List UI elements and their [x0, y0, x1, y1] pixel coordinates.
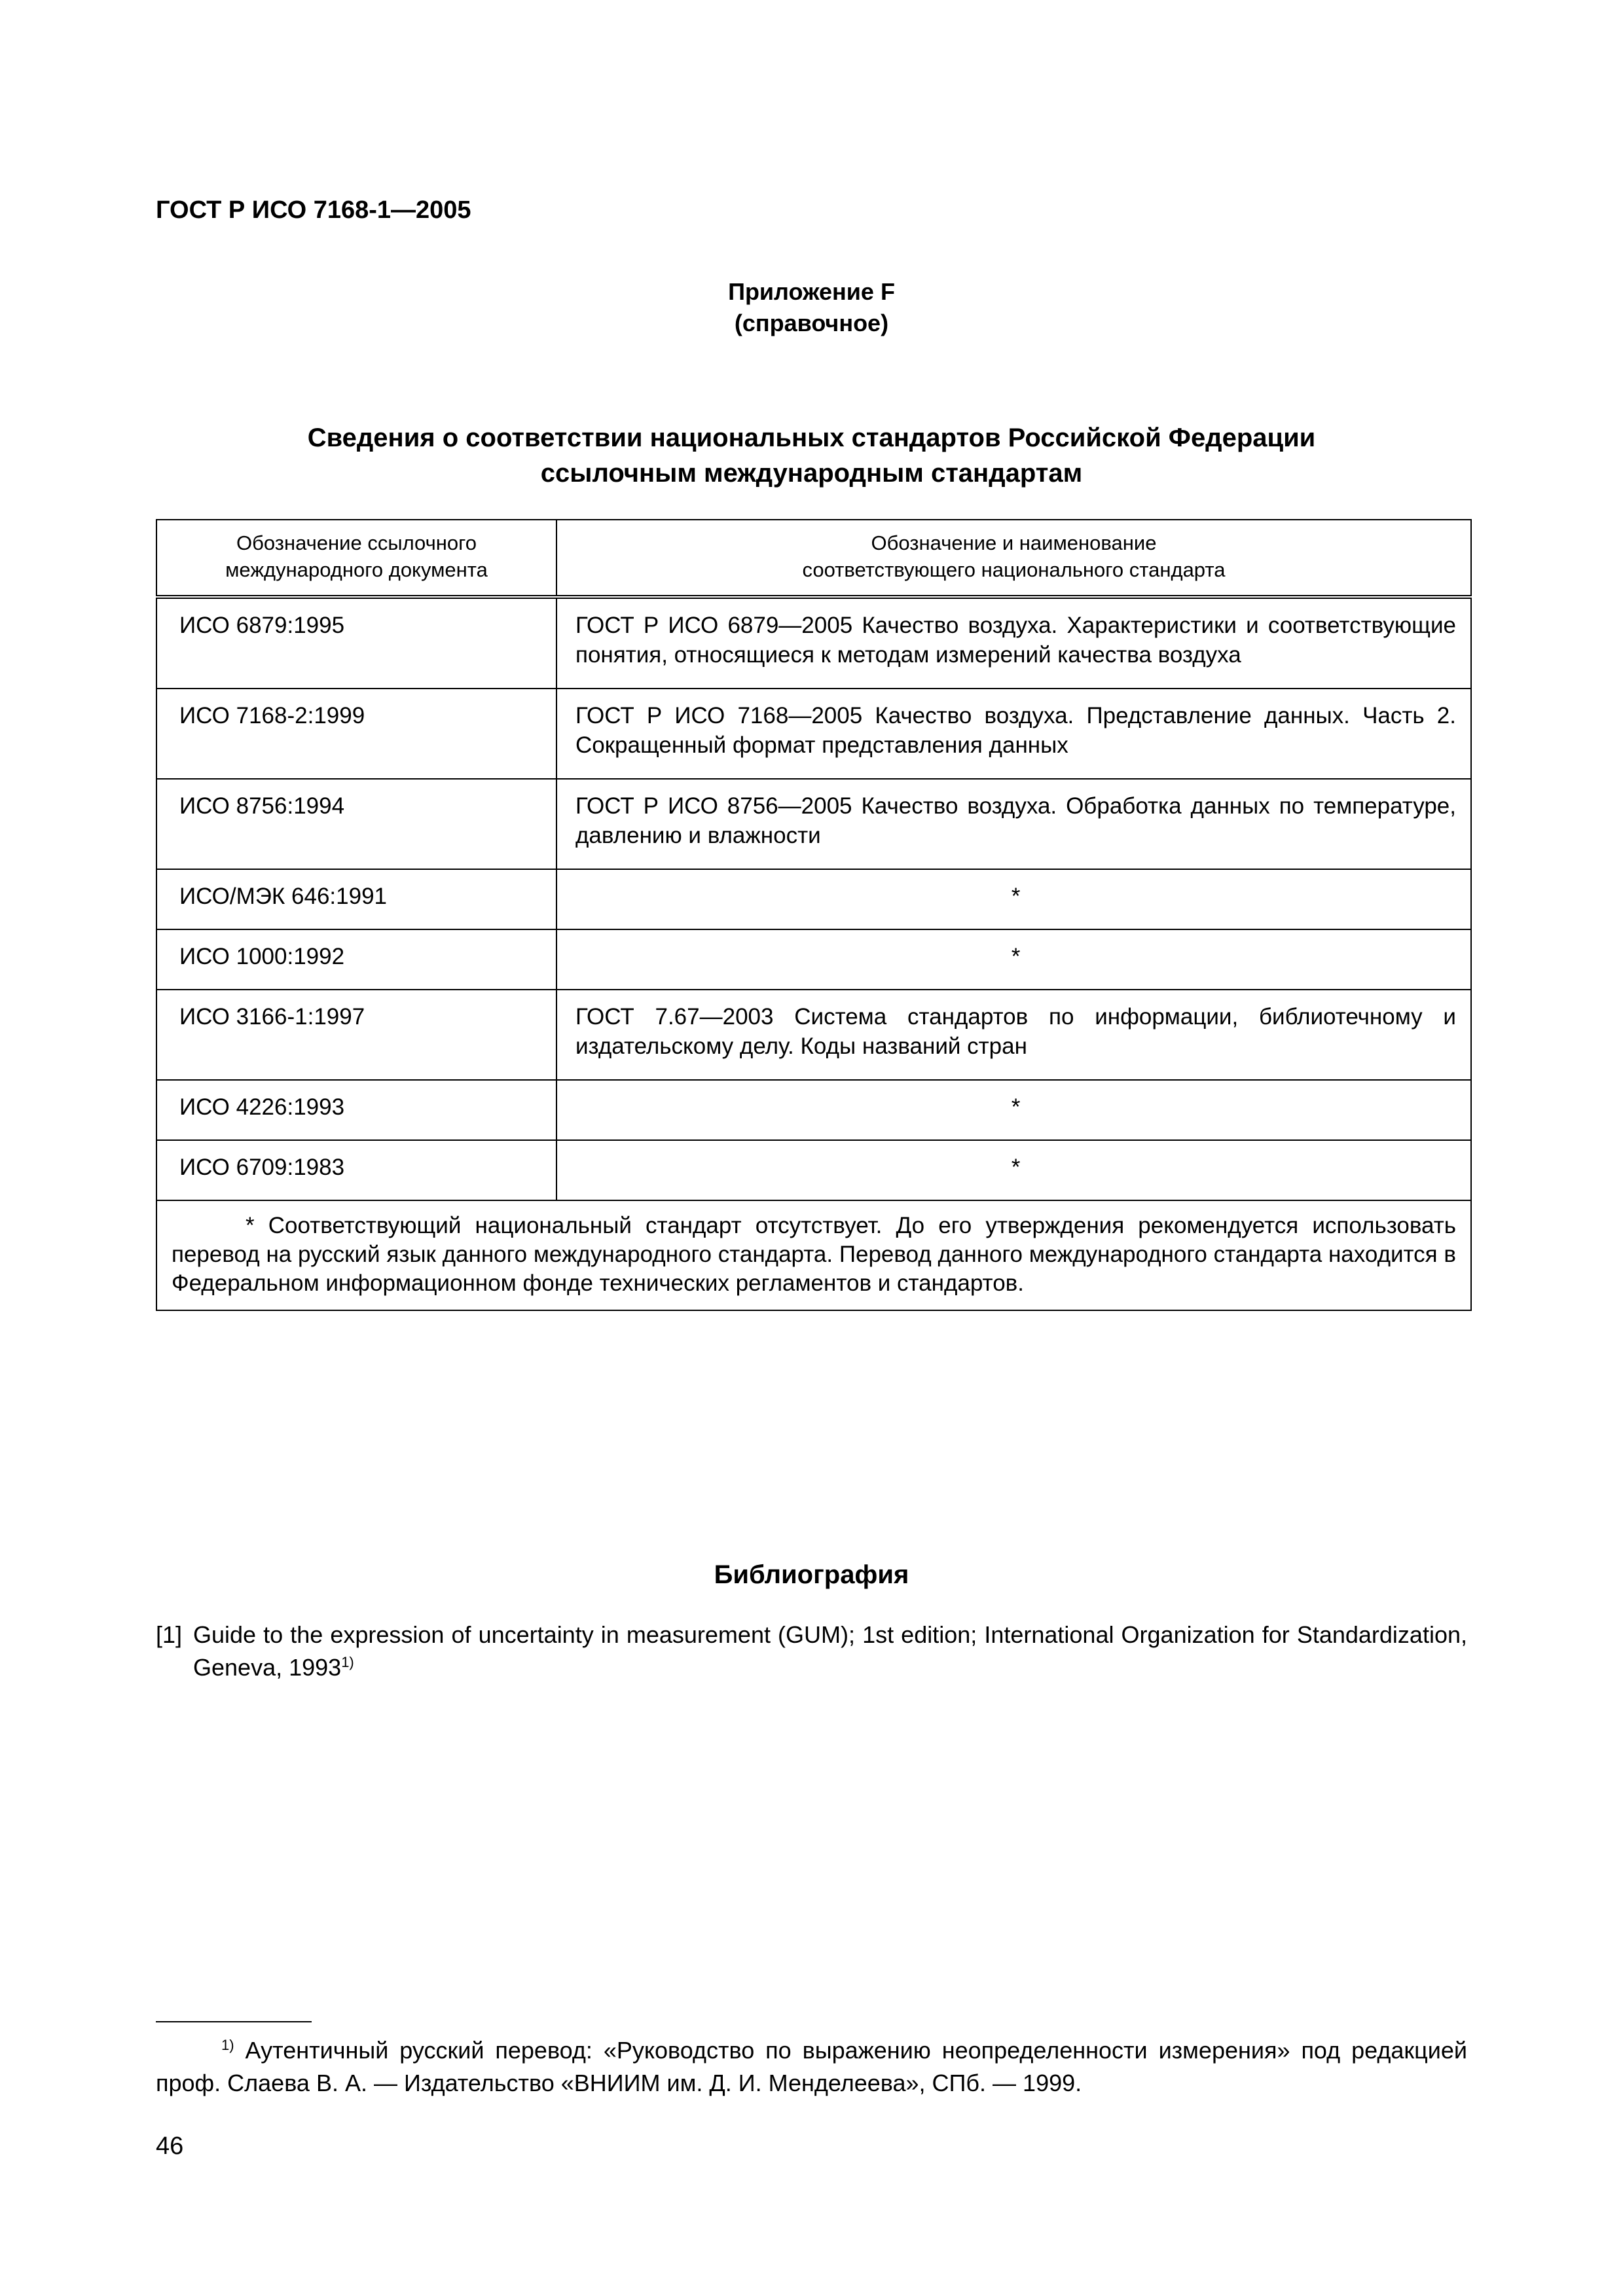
reference-document-cell: ИСО 6879:1995	[156, 597, 556, 689]
table-footnote: * Соответствующий национальный стандарт отсутствует. До его утверждения рекомендуется использовать перевод на русский язык данного международного стандарта. Перевод данного международного стандарта находится в Федеральном информационном фонде технических регламентов и стандартов.	[156, 1200, 1471, 1310]
table-row	[156, 1140, 1471, 1200]
footnote-separator	[156, 2021, 312, 2022]
bibliography-item-text: Guide to the expression of uncertainty in measurement (GUM); 1st edition; International Organization for Standardization, Geneva, 1993	[193, 1621, 1467, 1681]
reference-document-cell: ИСО 7168-2:1999	[156, 689, 556, 779]
table-row	[156, 929, 1471, 990]
table-row	[156, 1080, 1471, 1140]
reference-document-cell: ИСО 3166-1:1997	[156, 990, 556, 1080]
table-header-row	[156, 520, 1471, 597]
header-national-standard	[556, 520, 1471, 597]
bibliography-item-body	[193, 1619, 1467, 1684]
national-standard-cell: *	[556, 869, 1471, 929]
footnote-reference: 1)	[341, 1654, 354, 1670]
appendix-heading	[156, 276, 1467, 339]
correspondence-table	[156, 519, 1472, 1311]
document-code: ГОСТ Р ИСО 7168-1—2005	[156, 196, 471, 224]
section-title-line-1: Сведения о соответствии национальных стандартов Российской Федерации	[307, 423, 1316, 452]
footnote-text: Аутентичный русский перевод: «Руководство по выражению неопределенности измерения» под редакцией проф. Слаева В. А. — Издательство «ВНИИМ им. Д. И. Менделеева», СПб. — 1999.	[156, 2037, 1467, 2096]
page-number: 46	[156, 2132, 184, 2160]
header-col1-line2: международного документа	[225, 558, 488, 581]
table-row	[156, 689, 1471, 779]
table-row	[156, 990, 1471, 1080]
table-row	[156, 597, 1471, 689]
reference-document-cell: ИСО 4226:1993	[156, 1080, 556, 1140]
table-row	[156, 869, 1471, 929]
reference-document-cell: ИСО/МЭК 646:1991	[156, 869, 556, 929]
section-title-line-2: ссылочным международным стандартам	[540, 459, 1083, 488]
page-footnote	[156, 2034, 1467, 2100]
reference-document-cell: ИСО 6709:1983	[156, 1140, 556, 1200]
national-standard-cell: *	[556, 929, 1471, 990]
bibliography-item-number: [1]	[156, 1621, 183, 1648]
bibliography-title: Библиография	[714, 1560, 909, 1589]
national-standard-cell: ГОСТ Р ИСО 7168—2005 Качество воздуха. Представление данных. Часть 2. Сокращенный формат представления данных	[556, 689, 1471, 779]
reference-document-cell: ИСО 1000:1992	[156, 929, 556, 990]
appendix-label: Приложение F	[728, 278, 895, 305]
national-standard-cell: ГОСТ Р ИСО 6879—2005 Качество воздуха. Характеристики и соответствующие понятия, относящиеся к методам измерений качества воздуха	[556, 597, 1471, 689]
reference-document-cell: ИСО 8756:1994	[156, 779, 556, 869]
appendix-type: (справочное)	[734, 310, 889, 336]
footnote-marker: 1)	[221, 2037, 234, 2053]
header-col2-line1: Обозначение и наименование	[871, 531, 1157, 554]
bibliography-item	[156, 1619, 1467, 1684]
section-title	[156, 420, 1467, 491]
national-standard-cell: ГОСТ 7.67—2003 Система стандартов по информации, библиотечному и издательскому делу. Коды названий стран	[556, 990, 1471, 1080]
table-row	[156, 779, 1471, 869]
table-footnote-row	[156, 1200, 1471, 1310]
national-standard-cell: *	[556, 1080, 1471, 1140]
header-col1-line1: Обозначение ссылочного	[236, 531, 477, 554]
national-standard-cell: ГОСТ Р ИСО 8756—2005 Качество воздуха. Обработка данных по температуре, давлению и влажности	[556, 779, 1471, 869]
header-col2-line2: соответствующего национального стандарта	[802, 558, 1226, 581]
national-standard-cell: *	[556, 1140, 1471, 1200]
header-reference-document	[156, 520, 556, 597]
